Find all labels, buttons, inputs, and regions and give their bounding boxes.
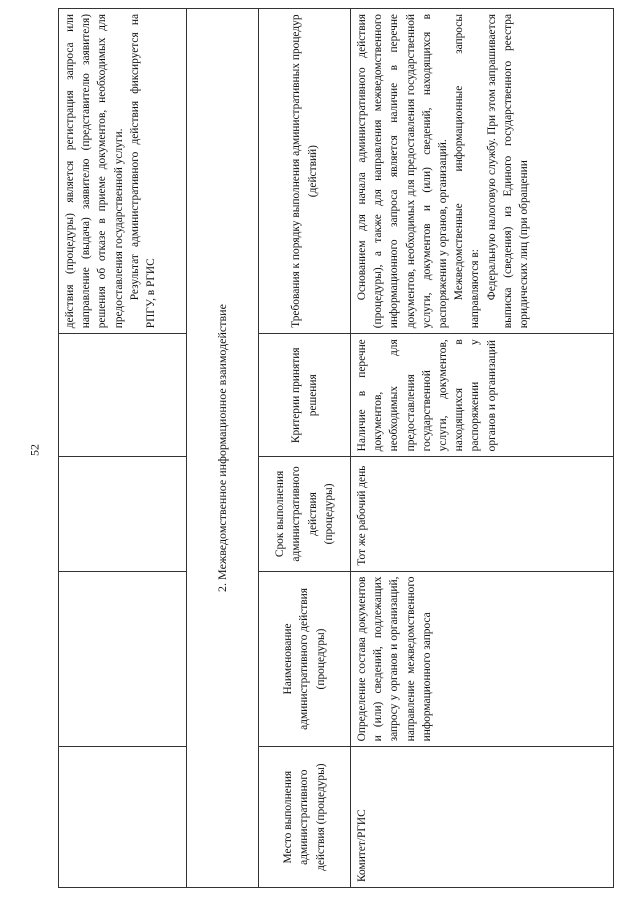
section-title-text: 2. Межведомственное информационное взаимодействие [214, 304, 229, 592]
header-criteria: Критерии принятия решения [259, 334, 351, 457]
header-name: Наименование административного действия (процедуры) [259, 571, 351, 747]
page-number: 52 [27, 444, 42, 456]
document-sheet [58, 8, 614, 888]
cell-requirements [351, 9, 614, 334]
procedure-table [58, 8, 614, 888]
header-requirements: Требования к порядку выполнения административных процедур (действий) [259, 9, 351, 334]
header-place: Место выполнения административного действия (процедуры) [259, 747, 351, 888]
header-row [259, 9, 351, 888]
cell-place: Комитет/РГИС [351, 747, 614, 888]
continuation-paragraph: действия (процедуры) является регистрация запроса или направление (выдача) заявителю (представителю заявителя) решения об отказе в приеме документов, необходимых для предоставления государственной услуги. [64, 14, 125, 329]
header-term: Срок выполнения административного действия (процедуры) [259, 457, 351, 571]
continuation-cell [59, 9, 187, 334]
table-row [351, 9, 614, 888]
cell-criteria: Наличие в перечне документов, необходимых для предоставления государственной услуги, документов, находящихся в распоряжении у органов и организаций [351, 334, 614, 457]
requirements-paragraph: Межведомственные информационные запросы направляются в: [453, 14, 482, 329]
section-row [187, 9, 259, 888]
continuation-row [59, 9, 187, 888]
cell-term: Тот же рабочий день [351, 457, 614, 571]
requirements-paragraph: Основанием для начала административного действия (процедуры), а также для направления межведомственного информационного запроса является наличие в перечне документов, необходимых для предоставления государственной услуги, документов и (или) сведений, находящихся в распоряжении у органов, организаций. [356, 14, 449, 329]
requirements-paragraph: Федеральную налоговую службу. При этом запрашивается выписка (сведения) из Единого государственного реестра юридических лиц (при обращении [485, 14, 530, 329]
continuation-paragraph: Результат административного действия фиксируется на РПГУ, в РГИС [128, 14, 157, 329]
cell-name: Определение состава документов и (или) сведений, подлежащих запросу у органов и организаций, направление межведомственного информационного запроса [351, 571, 614, 747]
section-title [187, 9, 259, 888]
